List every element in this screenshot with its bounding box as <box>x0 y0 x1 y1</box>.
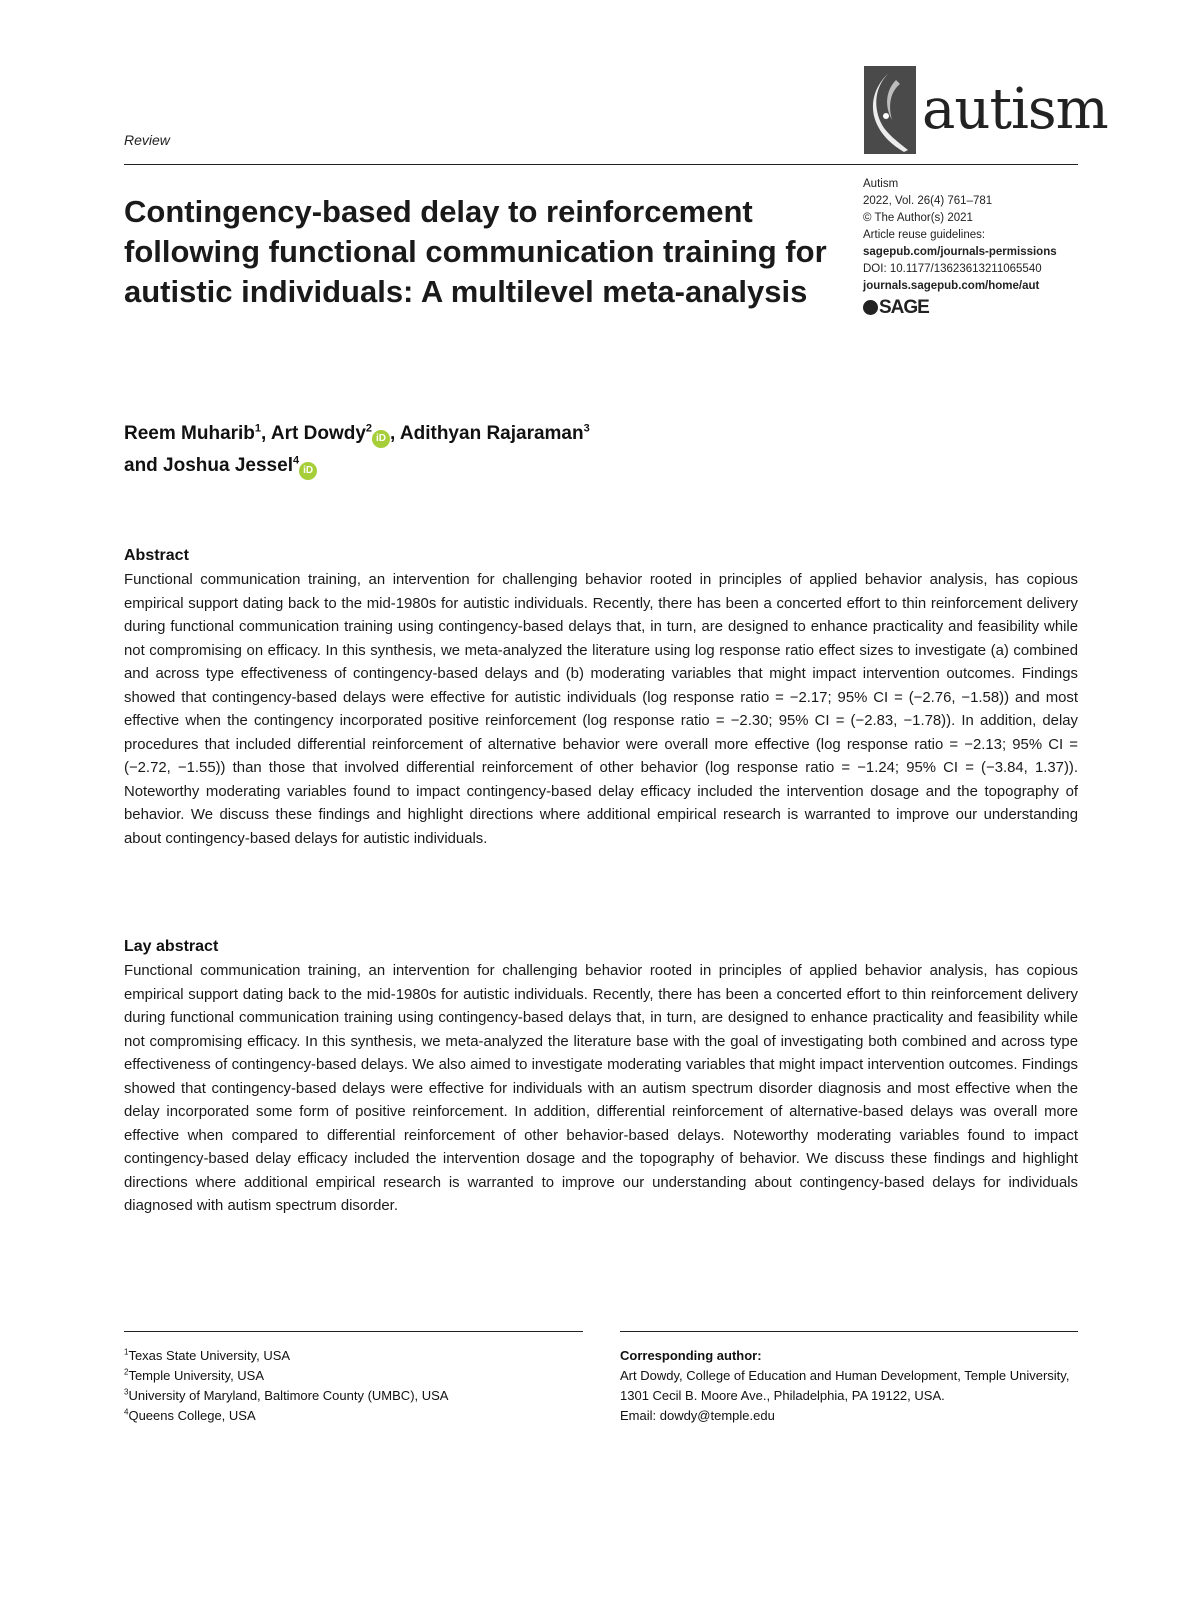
correspondence-divider <box>620 1331 1078 1332</box>
author-name: Reem Muharib <box>124 423 255 444</box>
publisher-logo <box>863 299 1078 316</box>
affiliations-divider <box>124 1331 583 1332</box>
corresponding-author-heading: Corresponding author: <box>620 1348 762 1363</box>
reuse-label: Article reuse guidelines: <box>863 229 986 241</box>
publisher-name: SAGE <box>879 297 929 318</box>
corresponding-author-email[interactable]: Email: dowdy@temple.edu <box>620 1408 775 1423</box>
lay-abstract-text: Functional communication training, an intervention for challenging behavior rooted in principles of applied behavior analysis, has copious empirical support dating back to the mid-1980s for autistic individuals. Recently, there has been a concerted effort to thin reinforcement delivery during functional communication training using contingency-based delays that, in turn, are designed to enhance practicality and feasibility while not compromising efficacy. In this synthesis, we meta-analyzed the literature base with the goal of investigating both combined and across type effectiveness of contingency-based delays. We also aimed to investigate moderating variables that might impact intervention outcomes. Findings showed that contingency-based delays were effective for individuals with an autism spectrum disorder diagnosis and most effective when the delay incorporated some form of positive reinforcement. In addition, differential reinforcement of alternative-based delays was overall more effective when compared to differential reinforcement of other behavior-based delays. Noteworthy moderating variables found to impact contingency-based delay efficacy included the intervention dosage and the topography of behavior. We discuss these findings and highlight directions where additional empirical research is warranted to improve our understanding about contingency-based delays for individuals diagnosed with autism spectrum disorder. <box>124 963 1078 1214</box>
affiliation-item: $^1$Texas State University, USA <box>124 1347 291 1363</box>
journal-name: Autism <box>863 178 899 190</box>
affiliation-item: $^3$University of Maryland, Baltimore County (UMBC), USA <box>124 1387 449 1403</box>
journal-info <box>863 176 1078 316</box>
affiliation-item: $^2$Temple University, USA <box>124 1367 265 1383</box>
author-name: and Joshua Jessel <box>124 455 293 476</box>
corresponding-author <box>620 1346 1078 1426</box>
author-name: Art Dowdy <box>270 423 366 444</box>
article-title: Contingency-based delay to reinforcement following functional communication training for autistic individuals: A multilevel meta-analysis <box>124 194 827 309</box>
article-type-label: Review <box>124 132 170 148</box>
lay-abstract-heading: Lay abstract <box>124 938 219 955</box>
author-name: Adithyan Rajaraman <box>399 423 584 444</box>
doi[interactable]: DOI: 10.1177/13623613211065540 <box>863 263 1042 275</box>
header-divider <box>124 164 1078 165</box>
affiliation-item: $^4$Queens College, USA <box>124 1407 256 1423</box>
author-list: Reem Muharib$^1$, Art Dowdy$^2$iD , Adithyan Rajaraman$^3$ and Joshua Jessel$^4$iD <box>124 418 844 482</box>
journal-logo-wordmark: autism <box>922 77 1108 142</box>
orcid-icon[interactable]: iD <box>372 430 390 448</box>
journal-logo <box>864 66 1108 154</box>
author-affiliation-marker: 3 <box>583 422 590 435</box>
journal-volume: 2022, Vol. 26(4) 761–781 <box>863 195 993 207</box>
abstract-heading: Abstract <box>124 547 189 564</box>
corresponding-author-address: Art Dowdy, College of Education and Human Development, Temple University, 1301 Cecil B. Moore Ave., Philadelphia, PA 19122, USA. <box>620 1368 1070 1403</box>
author-affiliation-marker: 2 <box>365 422 373 435</box>
author-affiliation-marker: 4 <box>292 454 300 467</box>
abstract-text: Functional communication training, an intervention for challenging behavior rooted in principles of applied behavior analysis, has copious empirical support dating back to the mid-1980s for autistic individuals. Recently, there has been a concerted effort to thin reinforcement delivery during functional communication training using contingency-based delays that, in turn, are designed to enhance practicality and feasibility while not compromising on efficacy. In this synthesis, we meta-analyzed the literature using log response ratio effect sizes to investigate (a) combined and across type effectiveness of contingency-based delays and (b) moderating variables that might impact intervention outcomes. Findings showed that contingency-based delays were effective for autistic individuals (log response ratio = −2.17; 95% CI = (−2.76, −1.58)) and most effective when the contingency incorporated positive reinforcement (log response ratio = −2.30; 95% CI = (−2.83, −1.78)). In addition, delay procedures that included differential reinforcement of alternative behavior were overall more effective (log response ratio = −2.13; 95% CI = (−2.72, −1.55)) than those that involved differential reinforcement of other behavior (log response ratio = −1.24; 95% CI = (−3.84, 1.37)). Noteworthy moderating variables found to impact contingency-based delay efficacy included the intervention dosage and the topography of behavior. We discuss these findings and highlight directions where additional empirical research is warranted to improve our understanding about contingency-based delays for autistic individuals. <box>124 572 1078 847</box>
journal-homepage-link[interactable]: journals.sagepub.com/home/aut <box>863 280 1040 292</box>
journal-logo-mark-icon <box>864 66 916 154</box>
affiliations <box>124 1346 583 1426</box>
copyright-notice: © The Author(s) 2021 <box>863 212 973 224</box>
sage-circle-icon <box>863 300 878 315</box>
orcid-icon[interactable]: iD <box>299 462 317 480</box>
author-affiliation-marker: 1 <box>254 422 262 435</box>
reuse-link[interactable]: sagepub.com/journals-permissions <box>863 246 1057 258</box>
